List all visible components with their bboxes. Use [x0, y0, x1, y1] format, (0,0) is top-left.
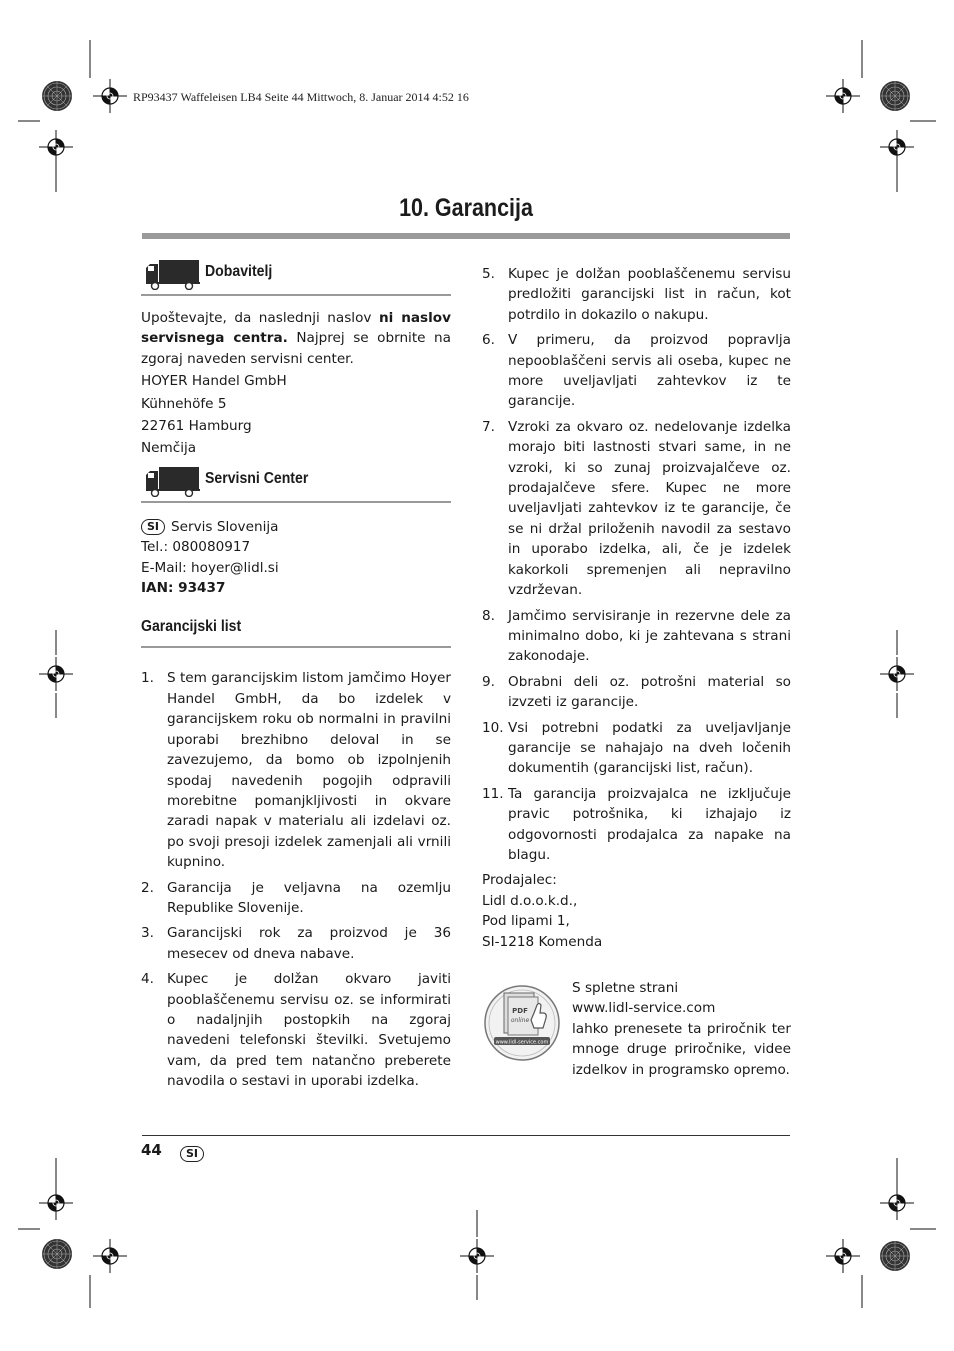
manufacturer-header [141, 258, 451, 294]
list-item [482, 784, 791, 866]
item-text: Garancijski rok za proizvod je 36 mesecev od dneva nabave. [167, 925, 451, 962]
service-name-line [141, 517, 451, 537]
lidl-service-icon [482, 983, 562, 1063]
list-item [482, 330, 791, 412]
list-item [482, 606, 791, 667]
item-number: 7. [482, 418, 495, 435]
section-rule [141, 646, 451, 648]
promo-text-block [572, 978, 791, 1080]
item-number: 6. [482, 332, 495, 349]
item-number: 5. [482, 266, 495, 282]
address-line: Nemčija [141, 440, 197, 457]
item-number: 10. [482, 719, 504, 736]
item-text: Jamčimo servisiranje in rezervne dele za minimalno dobo, ki je zahtevana s strani zakonodaje. [508, 607, 791, 665]
item-number: 3. [141, 925, 154, 942]
item-text: S tem garancijskim listom jamčimo Hoyer Handel GmbH, da bo izdelek v garancijskem roku ob normalni in pravilni uporabi brezhibno deloval in se zavezujemo, da bomo ob izpolnjenih spodaj navedenih pogojih odpravili morebitne pomanjkljivosti in okvare zaradi napak v materialu ali izdelavi oz. po svoji presoji izdelek zamenjali ali vrnili kupnino. [167, 670, 451, 871]
footer-rule [142, 1135, 790, 1136]
seller-line: Prodajalec: [482, 872, 557, 889]
service-ian: IAN: 93437 [141, 580, 226, 597]
country-badge: SI [141, 519, 165, 535]
address-line: HOYER Handel GmbH [141, 373, 287, 390]
item-number: 9. [482, 673, 495, 690]
list-item [482, 672, 791, 713]
country-badge: SI [180, 1146, 204, 1162]
service-header [141, 465, 451, 501]
manufacturer-heading: Dobavitelj [205, 263, 273, 280]
section-rule [141, 294, 451, 296]
item-number: 8. [482, 607, 495, 624]
page-title: 10. Garancija [399, 194, 533, 222]
address-line: Kühnehöfe 5 [141, 395, 227, 412]
item-text: V primeru, da proizvod popravlja nepooblaščeni servis ali oseba, kupec ne more uveljavljati zahtevkov iz te garancije. [508, 332, 791, 410]
item-text: Kupec je dolžan pooblaščenemu servisu predložiti garancijski list in račun, kot potrdilo in dokazilo o nakupu. [508, 266, 791, 323]
item-number: 11. [482, 785, 504, 802]
service-heading: Servisni Center [205, 469, 309, 487]
item-number: 2. [141, 879, 154, 896]
manufacturer-note [141, 308, 451, 369]
list-item [482, 718, 791, 779]
warranty-list-right [482, 264, 791, 865]
list-item [482, 264, 791, 325]
address-line: 22761 Hamburg [141, 418, 252, 435]
item-text: Obrabni deli oz. potrošni material so izvzeti iz garancije. [508, 673, 791, 711]
service-tel: Tel.: 080080917 [141, 539, 251, 556]
item-text: Ta garancija proizvajalca ne izključuje pravic potrošnika, ki izhajajo iz odgovornosti prodajalca za napake na blagu. [508, 785, 791, 863]
list-item [141, 969, 451, 1091]
note-text-2: Najprej se obrnite na zgoraj naveden servisni center. [141, 330, 451, 367]
truck-icon [146, 467, 200, 497]
promo-description: lahko prenesete ta priročnik ter mnoge druge priročnike, videe izdelkov in programsko opremo. [572, 1020, 791, 1078]
image-online-label: online [510, 1017, 530, 1024]
promo-url: www.lidl-service.com [572, 1000, 716, 1017]
page-number: 44 [141, 1141, 162, 1159]
item-text: Garancija je veljavna na ozemlju Republike Slovenije. [167, 879, 451, 916]
item-text: Kupec je dolžan okvaro javiti pooblaščenemu servisu oz. se informirati o nadaljnjih postopkih na zgoraj navedeni telefonski številki. Svetujemo vam, da pred tem natančno preberete navodila o sestavi in uporabi izdelka. [167, 971, 451, 1090]
item-text: Vsi potrebni podatki za uveljavljanje garancije se nahajajo na dveh ločenih dokumentih (garancijski list, račun). [508, 719, 791, 777]
footer-country-badge [180, 1143, 210, 1162]
seller-line: SI-1218 Komenda [482, 933, 603, 950]
note-bold-text: ni naslov servisnega centra. [141, 310, 452, 347]
right-column [482, 264, 791, 952]
service-email: E-Mail: hoyer@lidl.si [141, 559, 279, 576]
warranty-list-left [141, 668, 451, 1091]
truck-icon [146, 260, 200, 290]
section-rule [141, 501, 451, 503]
list-item [141, 668, 451, 872]
item-text: Vzroki za okvaro oz. nedelovanje izdelka morajo biti lastnosti stvari same, in ne vzroki, ki so zunaj proizvajalčeve oz. prodajalčeve sfere. Kupec ne more uveljavljati zahtevkov iz te garancije, če se ni držal priloženih navodil za sestavo in uporabo izdelka, ali, če je izdelek kakorkoli spremenjen ali nepravilno vzdrževan. [508, 418, 791, 599]
list-item [482, 417, 791, 601]
image-pdf-label: PDF [512, 1007, 528, 1015]
promo-line: S spletne strani [572, 980, 679, 996]
print-slug: RP93437 Waffeleisen LB4 Seite 44 Mittwoch, 8. Januar 2014 4:52 16 [133, 90, 469, 104]
list-item [141, 923, 451, 964]
warranty-heading: Garancijski list [141, 618, 242, 636]
service-name: Servis Slovenija [171, 518, 279, 535]
item-number: 4. [141, 971, 154, 988]
image-url-label: www.lidl-service.com [495, 1039, 549, 1046]
list-item [141, 878, 451, 919]
note-text: Upoštevajte, da naslednji naslov [141, 310, 379, 326]
seller-line: Lidl d.o.o.k.d., [482, 892, 578, 909]
left-column [141, 258, 451, 1097]
item-number: 1. [141, 670, 154, 687]
seller-line: Pod lipami 1, [482, 913, 570, 930]
title-rule [142, 233, 790, 239]
